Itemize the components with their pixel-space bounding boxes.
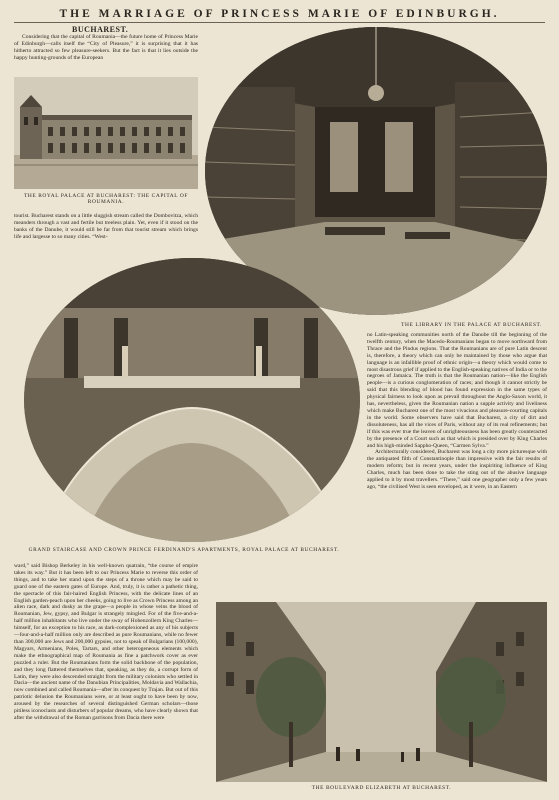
caption-grand-staircase: GRAND STAIRCASE AND CROWN PRINCE FERDINAND'S APARTMENTS, ROYAL PALACE AT BUCHAREST. [28, 547, 340, 553]
grand-staircase-photo [24, 258, 360, 542]
article-heading: BUCHAREST. [72, 25, 129, 34]
paragraph: tourist. Bucharest stands on a little sluggish stream called the Dombovitza, which meanders through a vast and fertile but treeless plain. Yet, even if it stood on the banks of the Danube, it would still be far from that tourist stream which brings life and largesse to so many cities. “West- [14, 213, 198, 240]
boulevard-photo [216, 602, 547, 782]
paragraph: no Latin-speaking communities north of the Danube till the beginning of the twelfth century, when the Macedo-Roumanians began to move northward from Thrace and the Pindus regions. That the Roumanians are of pure Latin descent is, therefore, a theory which can only be maintained by those who argue that language is an infallible proof of ethnic origin—a theory which would come to most disastrous grief if applied to the English-speaking natives of India or to the negroes of Jamaica. The truth is that the Roumanian nation—like the English people—is a curious conglomeration of races; and though it cannot strictly be said that this blending of blood has found expression in the same types of physical fairness to look upon as prevail throughout the Anglo-Saxon world, it has, nevertheless, given the Roumanian nation a supple activity and liveliness which make Bucharest one of the most vivacious and pleasure-courting capitals in the world. Some observers have said that Bucharest, a city of dirt and dissoluteness, has all the vices of Paris, without any of its real refinements; but if this was ever true the leaven of unrighteousness has been greatly counteracted by the presence of a Court such as that which is presided over by King Charles and his high-minded Sappho-Queen, “Carmen Sylva.” [367, 332, 547, 449]
caption-library: THE LIBRARY IN THE PALACE AT BUCHAREST. [401, 322, 542, 328]
text-block-intro [14, 34, 198, 62]
royal-palace-photo [14, 77, 198, 189]
paragraph: ward,” said Bishop Berkeley in his well-known quatrain, “the course of empire takes its way.” But it has been left to our Princess Marie to reverse this order of things, and to take her stand upon the steps of a throne which may be said to guard one of the eastern gates of Europe. And, truly, it is rather a pathetic thing, the spectacle of this fair-haired English Princess, with the delicate lines of an English garden-peach upon her cheeks, going to live as Crown Princess among an alien race, dark and dusky as the grape—a people in whose veins the blood of Roumanian, Jew, gypsy, and Bulgar is strangely mingled. For of the five-and-a-half million inhabitants who live under the sway of Hohenzollern King Charles—himself, for an exception to his race, as dark-complexioned as any of his subjects—four-and-a-half million only are described as pure Roumanians, while no fewer than 300,000 are Jews and 200,000 gypsies, not to speak of Bulgarians (100,000), Magyars, Armenians, Poles, Tartars, and other heterogeneous elements which make the ethnographical map of Roumania as fine a patchwork cover as ever puzzled a ruler. But the Roumanians form the solid backbone of the population, and they long flattered themselves that, speaking, as they do, a corrupt form of Latin, they were also descended straight from the military colonists who settled in Dacia—the ancient name of the Danubian Principalities, Moldavia and Wallachia, now combined and called Roumania—after its conquest by Trajan. But out of this patriotic delusion the Roumanians were, or at least ought to have been by now, aroused by the researches of several distinguished German scholars—those pitiless iconoclasts and disturbers of popular dreams, who have clearly shown that after the withdrawal of the Roman garrisons from Dacia there were [14, 563, 198, 721]
paragraph: Considering that the capital of Roumania—the future home of Princess Marie of Edinburgh—calls itself the “City of Pleasure,” it is surprising that it has hitherto attracted so few pleasure-seekers. But the fact is that it lies outside the happy hunting-grounds of the European [14, 34, 198, 61]
text-block-tourist [14, 213, 198, 241]
caption-boulevard: THE BOULEVARD ELIZABETH AT BUCHAREST. [311, 785, 452, 791]
title-rule [14, 22, 545, 23]
page-title: THE MARRIAGE OF PRINCESS MARIE OF EDINBURGH. [59, 8, 500, 20]
paragraph: Architecturally considered, Bucharest was long a city more picturesque with the antiquated filth of Constantinople than impressive with the fair results of modern reform; but in recent years, under the inspiriting influence of King Charles, much has been done to take the sting out of the abusive language applied to it by most travellers. “There,” said one geographer only a few years ago, “the civilised West is seen enveloped, as it were, in an Eastern [367, 449, 547, 490]
text-block-roumania [367, 332, 547, 491]
text-block-bishop-berkeley [14, 563, 198, 722]
caption-royal-palace: THE ROYAL PALACE AT BUCHAREST: THE CAPITAL OF ROUMANIA. [23, 193, 189, 205]
